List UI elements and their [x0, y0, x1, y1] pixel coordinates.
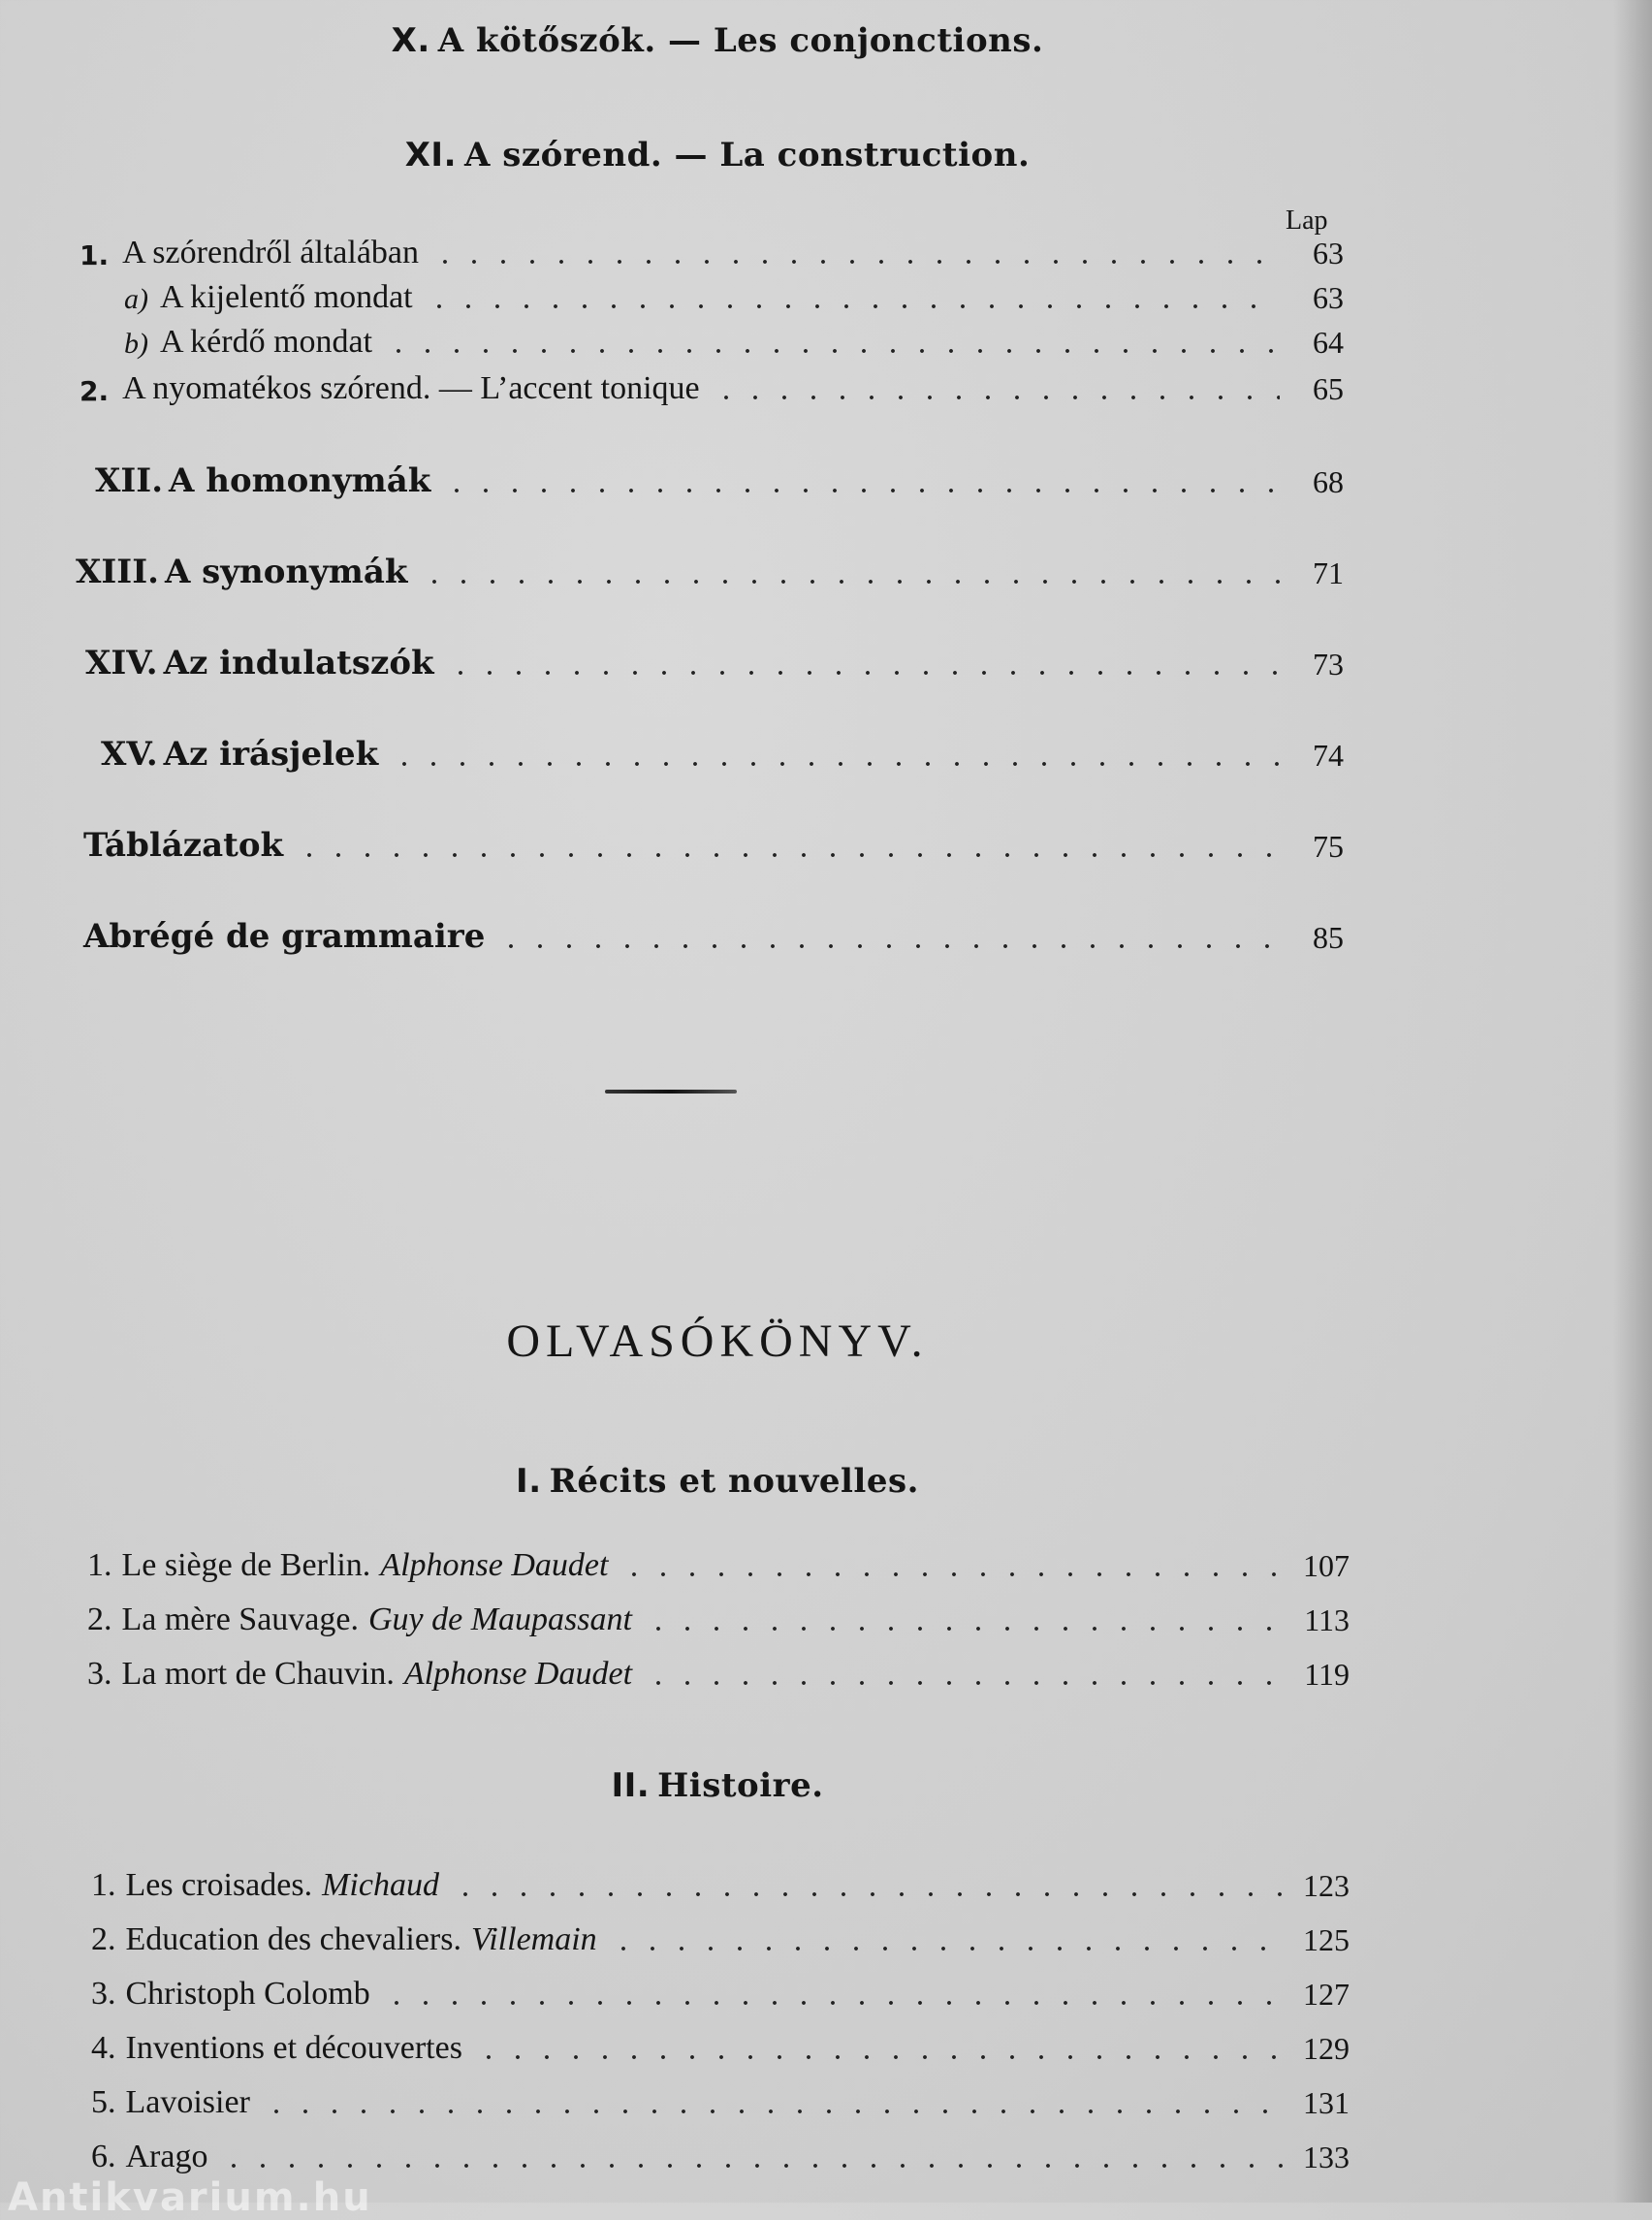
heading-text: Récits et nouvelles.: [549, 1462, 919, 1501]
entry-number: a): [124, 283, 148, 315]
entry-title: Christoph Colomb: [125, 1976, 370, 2012]
heading-construction: [0, 136, 1435, 174]
entry-author: Villemain: [470, 1921, 597, 1957]
entry-number: 1.: [91, 1867, 116, 1903]
chapter-entry: [76, 547, 1344, 591]
dot-leader: [219, 2164, 1286, 2168]
reader-entry: [87, 1594, 1350, 1638]
entry-number: 2.: [79, 375, 110, 407]
chapter-numeral: XIII.: [76, 553, 159, 591]
entry-title: A kijelentő mondat: [160, 279, 413, 315]
entry-page: 125: [1303, 1922, 1350, 1957]
heading-numeral: X.: [391, 21, 430, 60]
entry-page: 133: [1303, 2140, 1350, 2174]
dot-leader: [262, 2109, 1286, 2113]
entry-number: 2.: [87, 1602, 112, 1637]
heading-numeral: XI.: [404, 136, 457, 174]
dot-leader: [382, 2001, 1286, 2005]
entry-title: La mère Sauvage.: [121, 1602, 359, 1637]
entry-title: Arago: [125, 2139, 208, 2174]
entry-author: Guy de Maupassant: [368, 1602, 632, 1637]
dot-leader: [384, 349, 1280, 353]
reader-title: OLVASÓKÖNYV.: [506, 1316, 929, 1367]
dot-leader: [446, 671, 1280, 675]
entry-page: 129: [1303, 2031, 1350, 2066]
entry-number: 4.: [91, 2030, 116, 2066]
entry-page: 127: [1303, 1977, 1350, 2012]
toc-subentry: [124, 316, 1344, 361]
chapter-page: 85: [1313, 920, 1344, 955]
chapter-entry: [78, 820, 1344, 865]
entry-number: 6.: [91, 2139, 116, 2174]
reader-entry: [87, 1648, 1350, 1693]
chapter-numeral: XII.: [95, 461, 164, 500]
entry-title: Lavoisier: [125, 2084, 250, 2120]
chapter-entry: [85, 638, 1344, 682]
chapter-title: Abrégé de grammaire: [83, 917, 486, 956]
entry-page: 113: [1304, 1602, 1350, 1637]
entry-page: 64: [1313, 325, 1344, 360]
entry-author: Michaud: [322, 1867, 439, 1903]
heading-text: Histoire.: [657, 1766, 824, 1805]
reader-entry: [91, 2077, 1350, 2121]
entry-page: 107: [1303, 1548, 1350, 1583]
chapter-title: Az indulatszók: [163, 644, 434, 682]
chapter-page: 68: [1313, 464, 1344, 499]
dot-leader: [496, 944, 1280, 948]
dot-leader: [451, 1892, 1286, 1896]
dot-leader: [430, 260, 1280, 264]
entry-number: b): [124, 328, 148, 360]
entry-title: A szórendről általában: [122, 235, 420, 270]
chapter-page: 75: [1313, 829, 1344, 864]
chapter-numeral: XIV.: [85, 644, 158, 682]
entry-title: La mort de Chauvin.: [121, 1656, 395, 1692]
entry-number: 2.: [91, 1921, 116, 1957]
reader-entry: [91, 1859, 1350, 1904]
dot-leader: [474, 2055, 1286, 2059]
entry-number: 5.: [91, 2084, 116, 2120]
entry-title: Education des chevaliers.: [125, 1921, 461, 1957]
entry-number: 3.: [87, 1656, 112, 1692]
entry-page: 65: [1313, 371, 1344, 406]
dot-leader: [295, 853, 1280, 857]
entry-page: 131: [1303, 2085, 1350, 2120]
dot-leader: [442, 489, 1280, 492]
reader-entry: [91, 2131, 1350, 2175]
chapter-entry: [78, 911, 1344, 956]
dot-leader: [620, 1572, 1286, 1576]
reader-entry: [91, 2022, 1350, 2067]
entry-title: Inventions et découvertes: [125, 2030, 462, 2066]
reader-entry: [91, 1914, 1350, 1958]
entry-title: A nyomatékos szórend. — L’accent tonique: [122, 370, 700, 406]
entry-title: A kérdő mondat: [160, 324, 373, 360]
heading-text: A szórend. — La construction.: [463, 136, 1031, 174]
entry-number: 3.: [91, 1976, 116, 2012]
toc-subentry: [124, 271, 1344, 316]
chapter-page: 71: [1313, 555, 1344, 590]
dot-leader: [425, 304, 1280, 308]
entry-title: Les croisades.: [125, 1867, 313, 1903]
entry-title: Le siège de Berlin.: [121, 1547, 371, 1583]
chapter-title: A homonymák: [169, 461, 431, 500]
toc-entry: [79, 363, 1344, 407]
watermark: Antikvarium.hu: [8, 2175, 372, 2220]
heading-text: A kötőszók. — Les conjonctions.: [437, 21, 1044, 60]
dot-leader: [420, 580, 1281, 584]
page-column-label: Lap: [1286, 206, 1328, 236]
chapter-title: A synonymák: [164, 553, 408, 591]
entry-page: 63: [1313, 280, 1344, 315]
chapter-title: Az irásjelek: [163, 735, 379, 774]
entry-number: 1.: [87, 1547, 112, 1583]
reader-entry: [91, 1968, 1350, 2013]
dot-leader: [609, 1947, 1286, 1950]
heading-histoire: [0, 1766, 1435, 1805]
entry-page: 119: [1304, 1657, 1350, 1692]
chapter-entry: [101, 729, 1344, 774]
entry-page: 63: [1313, 236, 1344, 270]
dot-leader: [644, 1681, 1286, 1685]
dot-leader: [644, 1627, 1286, 1631]
chapter-entry: [95, 456, 1344, 500]
toc-entry: [79, 227, 1344, 271]
heading-conjunctions: [0, 21, 1435, 60]
chapter-numeral: XV.: [101, 735, 158, 774]
chapter-page: 73: [1313, 647, 1344, 682]
chapter-page: 74: [1313, 738, 1344, 773]
heading-numeral: II.: [611, 1766, 651, 1805]
page-spine-shadow: [1613, 0, 1652, 2203]
heading-recits: [0, 1462, 1435, 1501]
reader-entry: [87, 1539, 1350, 1584]
chapter-title: Táblázatok: [83, 826, 284, 865]
section-divider: [605, 1090, 737, 1094]
dot-leader: [390, 762, 1280, 766]
dot-leader: [712, 396, 1280, 399]
entry-author: Alphonse Daudet: [380, 1547, 609, 1583]
entry-number: 1.: [79, 239, 110, 271]
heading-numeral: I.: [516, 1462, 542, 1501]
entry-page: 123: [1303, 1868, 1350, 1903]
entry-author: Alphonse Daudet: [403, 1656, 633, 1692]
